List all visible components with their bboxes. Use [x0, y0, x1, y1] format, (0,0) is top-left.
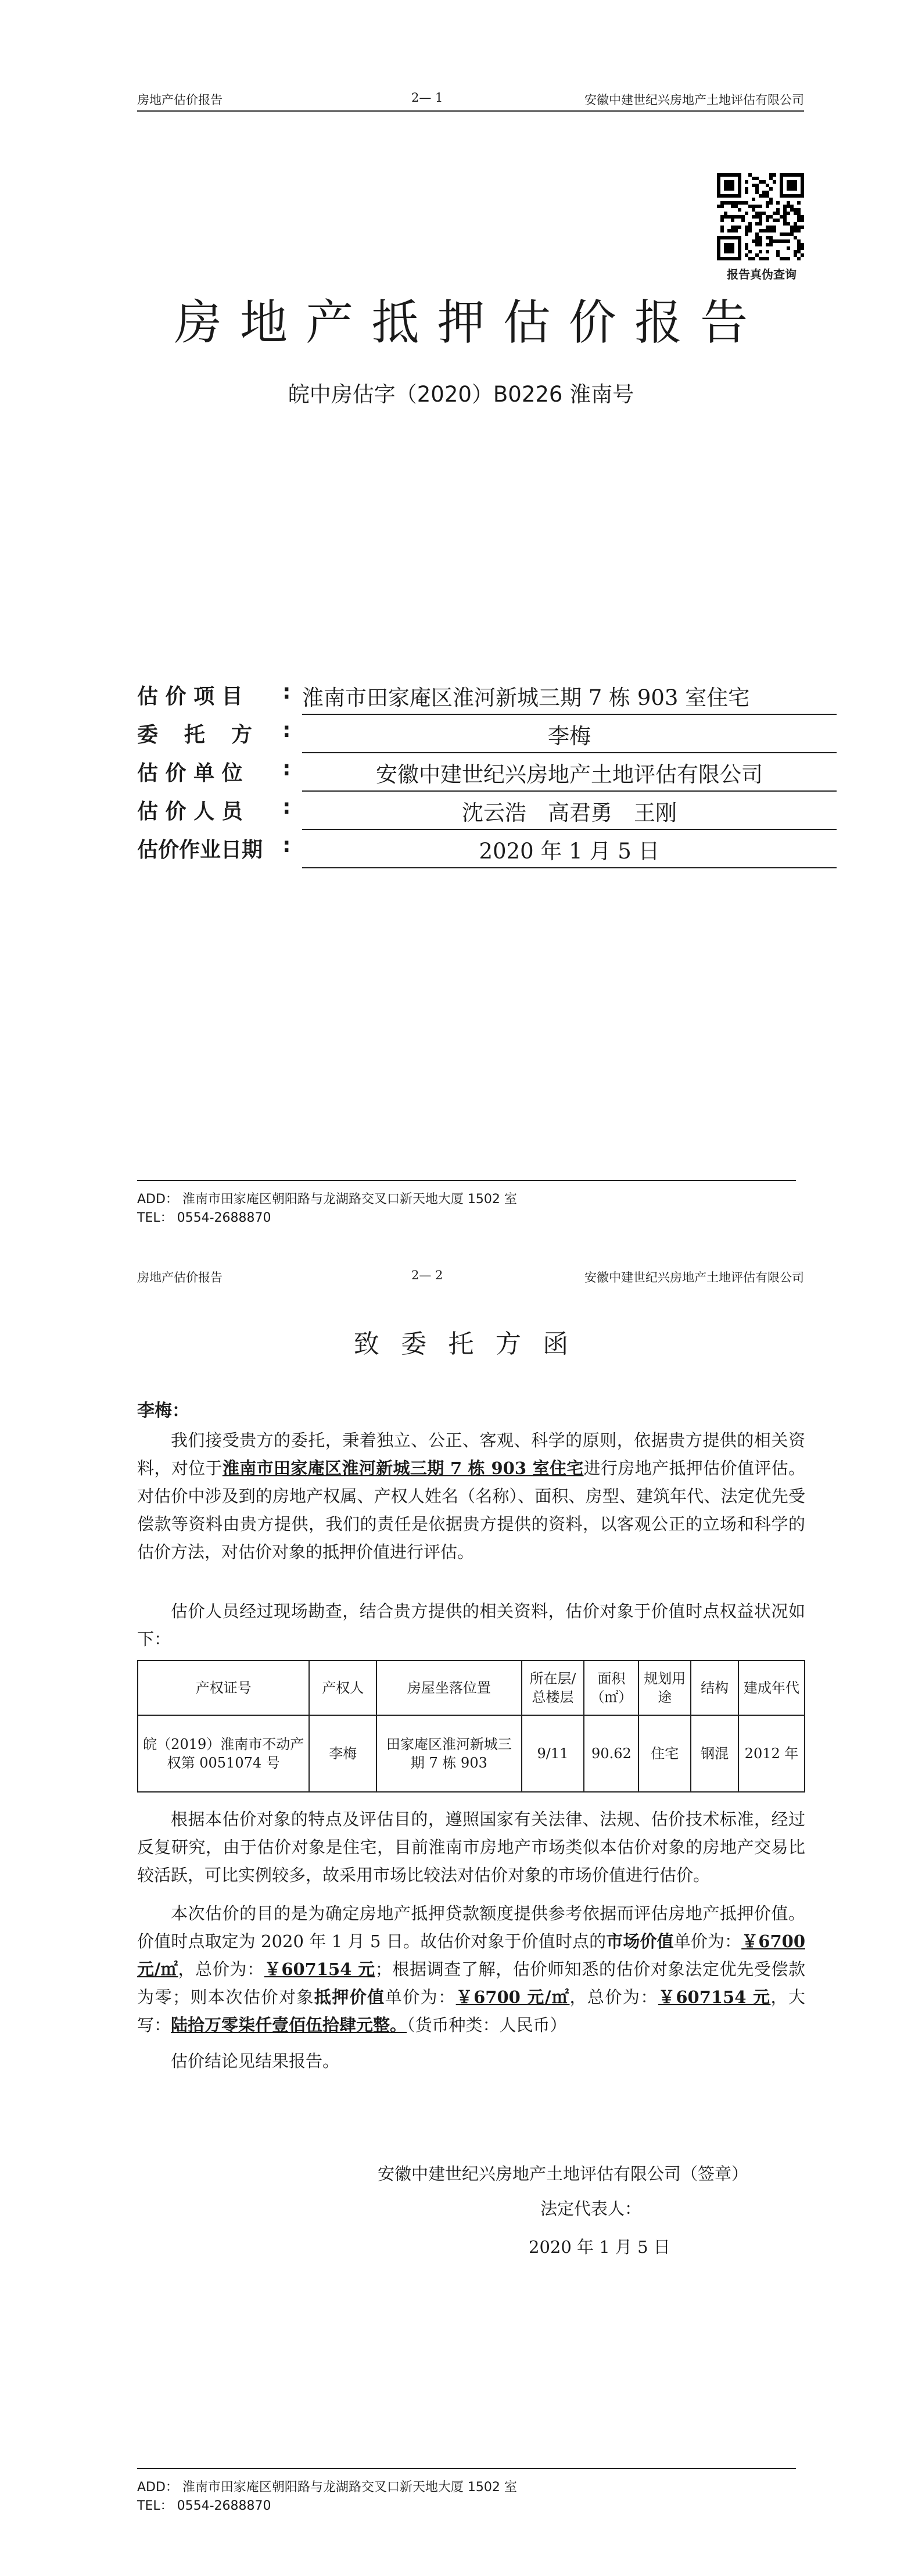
- col-header: 规划用途: [638, 1661, 691, 1715]
- table-cell: 钢混: [691, 1715, 738, 1792]
- signature-company: 安徽中建世纪兴房地产土地评估有限公司（签章）: [378, 2164, 749, 2184]
- footer-address: ADD： 淮南市田家庵区朝阳路与龙湖路交叉口新天地大厦 1502 室: [137, 1192, 517, 1207]
- signature-representative: 法定代表人：: [540, 2199, 642, 2219]
- footer-divider: [137, 2468, 796, 2469]
- col-header: 房屋坐落位置: [376, 1661, 521, 1715]
- market-value-label: 市场价值: [606, 1931, 674, 1951]
- field-value: 淮南市田家庵区淮河新城三期 7 栋 903 室住宅: [302, 680, 837, 715]
- table-cell: 田家庵区淮河新城三期 7 栋 903: [376, 1715, 521, 1792]
- header-company: 安徽中建世纪兴房地产土地评估有限公司: [584, 1271, 804, 1285]
- cover-page: 房地产估价报告 2— 1 安徽中建世纪兴房地产土地评估有限公司 报告真伪查询 房地产抵押估价报告 皖中房估字（2020）B0226 淮南号 估 价 项 目 : 淮南市田家庵区淮河新城三期 7 栋 903 室住宅 委 托 方 : 李梅 估 价 单 位 : 安徽中建世纪兴房地产土地评估有限公司 估 价 人 员 : 沈云浩 高君勇 王刚 估价作业日期 : 2020 年 1 月 5 日 ADD： 淮南市田家庵区朝阳路与龙湖路交叉口新天地大厦 1502 室 TEL： 0554-2688870 房地产估价报告 2— 2 安徽中建世纪兴房地产土地评估有限公司: [0, 0, 922, 1288]
- table-row: [138, 1715, 805, 1792]
- table-cell: 皖（2019）淮南市不动产权第 0051074 号: [138, 1715, 309, 1792]
- footer-tel: TEL： 0554-2688870: [137, 2499, 271, 2513]
- paragraph-1: 我们接受贵方的委托，秉着独立、公正、客观、科学的原则，依据贵方提供的相关资料，对位于淮南市田家庵区淮河新城三期 7 栋 903 室住宅进行房地产抵押估价值评估。对估价中涉及到的房地产权属、产权人姓名（名称）、面积、房型、建筑年代、法定优先受偿款等资料由贵方提供，我们的责任是依据贵方提供的资料，以客观公正的立场和科学的估价方法，对估价对象的抵押价值进行评估。: [137, 1430, 805, 1562]
- table-cell: 2012 年: [738, 1715, 805, 1792]
- field-label: 委 托 方: [137, 723, 262, 747]
- field-value: 李梅: [302, 718, 837, 753]
- page-header: [137, 1265, 804, 1288]
- col-header: 产权证号: [138, 1661, 309, 1715]
- header-left: 房地产估价报告: [137, 93, 223, 107]
- col-header: 所在层/总楼层: [522, 1661, 584, 1715]
- header-left: 房地产估价报告: [137, 1271, 223, 1285]
- mortgage-value-label: 抵押价值: [314, 1987, 385, 2007]
- footer-tel: TEL： 0554-2688870: [137, 1211, 271, 1225]
- mortgage-unit-price: ￥6700 元/㎡: [455, 1987, 570, 2007]
- footer-address: ADD： 淮南市田家庵区朝阳路与龙湖路交叉口新天地大厦 1502 室: [137, 2480, 517, 2495]
- table-cell: 90.62: [584, 1715, 638, 1792]
- page-number: 2— 2: [411, 1268, 443, 1282]
- paragraph-5: 估价结论见结果报告。: [171, 2051, 340, 2071]
- footer-divider: [137, 1180, 796, 1181]
- market-unit-price: ￥6700 元/㎡: [137, 1931, 805, 1979]
- field-value: 2020 年 1 月 5 日: [302, 833, 837, 868]
- col-header: 结构: [691, 1661, 738, 1715]
- page-header: [137, 87, 804, 112]
- document-number: 皖中房估字（2020）B0226 淮南号: [288, 382, 634, 407]
- signature-date: 2020 年 1 月 5 日: [529, 2237, 670, 2257]
- letter-page: [0, 1288, 922, 2576]
- field-value: 安徽中建世纪兴房地产土地评估有限公司: [302, 757, 837, 792]
- table-header-row: [138, 1661, 805, 1715]
- field-label: 估 价 项 目: [137, 685, 243, 709]
- table-cell: 9/11: [522, 1715, 584, 1792]
- salutation: 李梅：: [137, 1401, 189, 1421]
- market-total-price: ￥607154 元: [264, 1959, 375, 1979]
- letter-title: 致委托方函: [353, 1329, 590, 1359]
- field-value: 沈云浩 高君勇 王刚: [302, 795, 837, 830]
- mortgage-total-price: ￥607154 元: [658, 1987, 771, 2007]
- property-address: 淮南市田家庵区淮河新城三期 7 栋 903 室住宅: [222, 1458, 584, 1478]
- table-cell: 李梅: [309, 1715, 376, 1792]
- col-header: 面积（㎡）: [584, 1661, 638, 1715]
- report-title: 房地产抵押估价报告: [174, 295, 766, 350]
- field-label: 估价作业日期: [137, 838, 263, 862]
- field-label: 估 价 单 位: [137, 761, 243, 785]
- property-table: [137, 1660, 805, 1793]
- col-header: 产权人: [309, 1661, 376, 1715]
- paragraph-4: 本次估价的目的是为确定房地产抵押贷款额度提供参考依据而评估房地产抵押价值。价值时点取定为 2020 年 1 月 5 日。故估价对象于价值时点的市场价值单价为：￥6700 元/㎡，总价为：￥607154 元；根据调查了解，估价师知悉的估价对象法定优先受偿款为零；则本次估价对象抵押价值单价为：￥6700 元/㎡，总价为：￥607154 元，大写：陆拾万零柒仟壹佰伍拾肆元整。（货币种类：人民币）: [137, 1904, 805, 2035]
- amount-in-words: 陆拾万零柒仟壹佰伍拾肆元整。: [171, 2015, 407, 2035]
- qr-caption: 报告真伪查询: [727, 267, 797, 281]
- paragraph-2: 估价人员经过现场勘查，结合贵方提供的相关资料，估价对象于价值时点权益状况如下：: [137, 1601, 805, 1649]
- qr-code-icon[interactable]: [717, 173, 804, 260]
- table-cell: 住宅: [638, 1715, 691, 1792]
- page-number: 2— 1: [411, 91, 443, 105]
- col-header: 建成年代: [738, 1661, 805, 1715]
- header-company: 安徽中建世纪兴房地产土地评估有限公司: [584, 93, 804, 107]
- paragraph-3: 根据本估价对象的特点及评估目的，遵照国家有关法律、法规、估价技术标准，经过反复研究，由于估价对象是住宅，目前淮南市房地产市场类似本估价对象的房地产交易比较活跃，可比实例较多，故采用市场比较法对估价对象的市场价值进行估价。: [137, 1809, 805, 1885]
- field-label: 估 价 人 员: [137, 800, 243, 824]
